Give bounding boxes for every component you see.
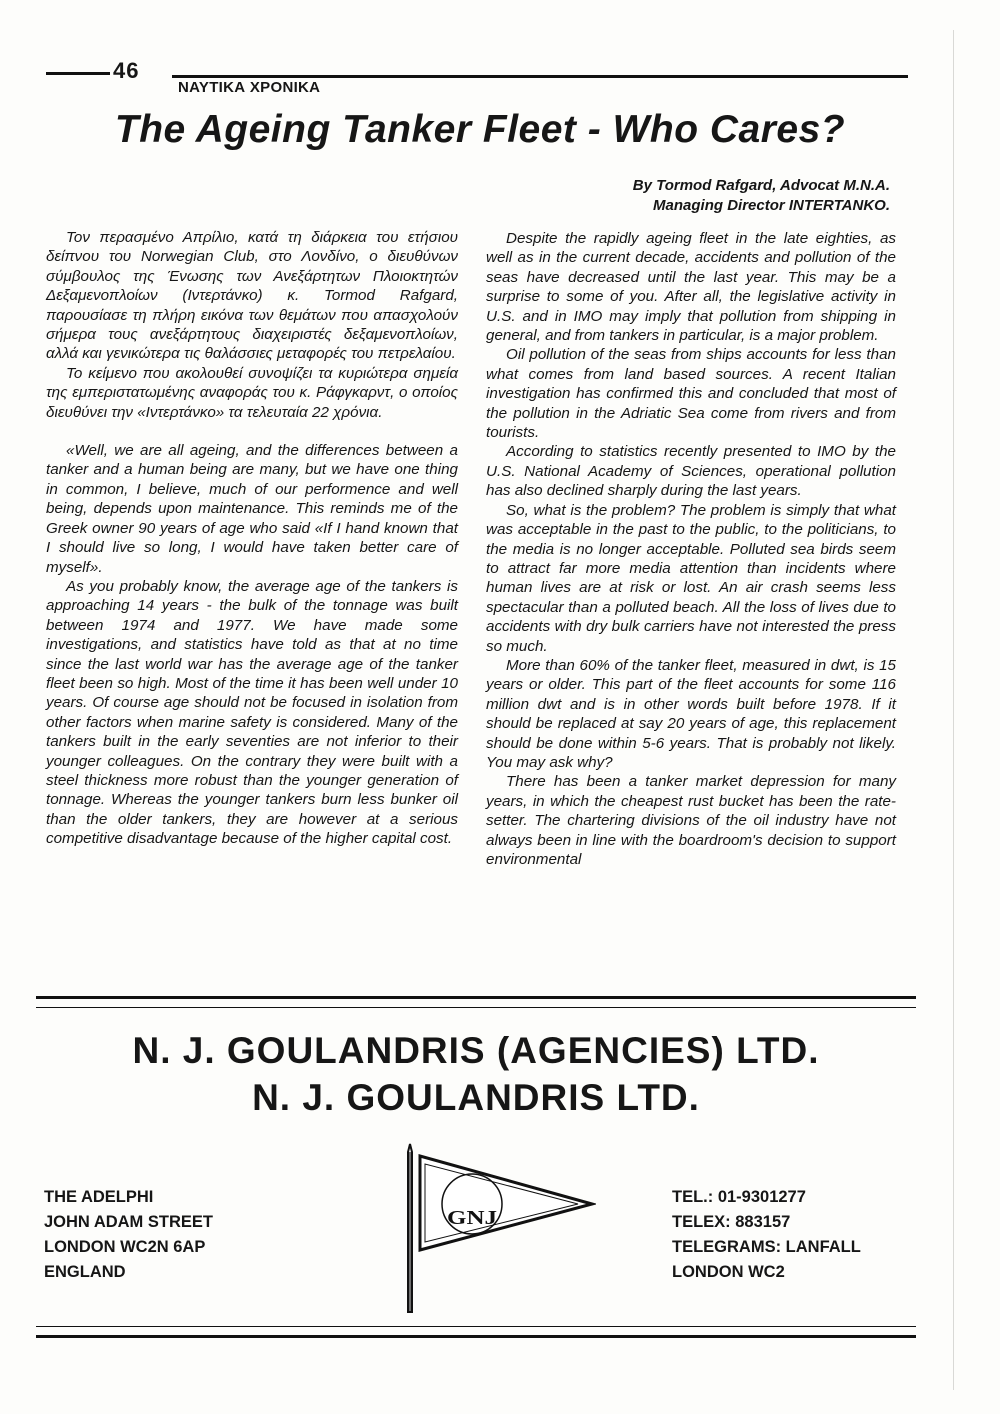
greek-intro — [46, 228, 458, 422]
article-column-right — [486, 229, 896, 869]
contact-details — [672, 1185, 861, 1285]
contact-line: TEL.: 01-9301277 — [672, 1188, 806, 1206]
byline — [390, 176, 890, 216]
article-paragraph: According to statistics recently presented to IMO by the U.S. National Academy of Sciences, operational pollution has also declined sharply during the last years. — [486, 443, 896, 500]
logo-letters: GNJ — [447, 1207, 497, 1229]
address-line: THE ADELPHI — [44, 1188, 154, 1206]
article-paragraph: Oil pollution of the seas from ships accounts for less than what comes from land based sources. A recent Italian investigation has confirmed this and concluded that most of the pollution in the Adriatic Sea come from rivers and from tourists. — [486, 346, 896, 442]
address-line: ENGLAND — [44, 1263, 126, 1281]
pennant-flag-icon — [396, 1142, 596, 1318]
article-paragraph: «Well, we are all ageing, and the differences between a tanker and a human being are many, but we have one thing in common, I believe, much of our performence and well being, depends upon maintenance. This reminds me of the Greek owner 90 years of age who said «If I hand known that I should live so long, I would have taken better care of myself». — [46, 442, 458, 576]
contact-line: TELEX: 883157 — [672, 1213, 791, 1231]
contact-line: LONDON WC2 — [672, 1263, 785, 1281]
article-title: The Ageing Tanker Fleet - Who Cares? — [114, 108, 846, 151]
address-line: LONDON WC2N 6AP — [44, 1238, 206, 1256]
page-number: 46 — [113, 58, 140, 83]
article-column-left — [46, 228, 458, 849]
page-edge — [953, 30, 954, 1390]
article-paragraph: There has been a tanker market depression for many years, in which the cheapest rust bucket has been the rate-setter. The chartering divisions of the oil industry have not always been in line with the boardroom's decision to support environmental — [486, 773, 896, 868]
header-rule — [46, 72, 110, 75]
contact-line: TELEGRAMS: LANFALL — [672, 1238, 861, 1256]
journal-name: ΝΑΥΤΙΚΑ ΧΡΟΝΙΚΑ — [178, 79, 321, 96]
article-paragraph: Despite the rapidly ageing fleet in the late eighties, as well as in the current decade, accidents and pollution of the seas have decreased until the last year. This may be a surprise to some of you. After all, the legislative activity in U.S. and in IMO may imply that pollution from shipping in general, and from tankers in particular, is a major problem. — [486, 230, 896, 345]
byline-role: Managing Director INTERTANKO. — [653, 197, 890, 214]
address-line: JOHN ADAM STREET — [44, 1213, 213, 1231]
ad-border-bottom — [36, 1326, 916, 1338]
article-paragraph: More than 60% of the tanker fleet, measured in dwt, is 15 years or older. This part of the fleet accounts for some 116 million dwt and is in other words built before 1978. If it should be replaced at say 20 years of age, this replacement should be done within 5-6 years. That is probably not likely. You may ask why? — [486, 656, 896, 771]
article-paragraph: So, what is the problem? The problem is simply that what was acceptable in the past to the public, to the politicians, to the media is no longer acceptable. Polluted sea birds seem to attract far more media attention than incidents where human lives are at risk or lost. An air crash seems less spectacular than a polluted beach. All the loss of lives due to accidents with dry bulk carriers have not interested the press so much. — [486, 501, 896, 655]
company-name: N. J. GOULANDRIS LTD. — [252, 1077, 700, 1118]
intro-paragraph: Το κείμενο που ακολουθεί συνοψίζει τα κυριώτερα σημεία της εμπεριστατωμένης αναφοράς του κ. Ράφγκαρντ, ο οποίος διευθύνει την «Ιντερτάνκο» τα τελευταία 22 χρόνια. — [46, 364, 458, 421]
company-name: N. J. GOULANDRIS (AGENCIES) LTD. — [132, 1030, 820, 1071]
ad-border-top — [36, 996, 916, 1008]
company-address — [44, 1185, 213, 1285]
byline-author: By Tormod Rafgard, Advocat M.N.A. — [632, 177, 890, 194]
article-paragraph: As you probably know, the average age of the tankers is approaching 14 years - the bulk of the tonnage was built between 1974 and 1977. We have made some investigations, and statistics have told as that at no time since the last world war has the average age of the tanker fleet been so high. Most of the time it has been well under 10 years. Of course age should not be focused in isolation from other factors when marine safety is considered. Many of the tankers built in the early seventies are not inferior to their younger colleagues. On the contrary they were built with a steel thickness more robust than the younger generation of tonnage. Whereas the younger tankers burn less bunker oil than the older tankers, they are however at a serious competitive disadvantage because of the higher capital cost. — [46, 577, 458, 848]
header-rule — [172, 75, 908, 78]
intro-paragraph: Τον περασμένο Απρίλιο, κατά τη διάρκεια του ετήσιου δείπνου του Norwegian Club, στο Λονδίνο, ο διευθύνων σύμβουλος της Ένωσης των Ανεξάρτητων Πλοιοκτητών Δεξαμενοπλοίων (Ιντερτάνκο) κ. Tormod Rafgard, παρουσίασε τη πλήρη εικόνα των θεμάτων που απασχολούν σήμερα τους ανεξάρτητους διαχειριστές δεξαμενοπλοίων, αλλά και γενικώτερα τις θαλάσσιες μεταφορές του πετρελαίου. — [46, 229, 458, 363]
